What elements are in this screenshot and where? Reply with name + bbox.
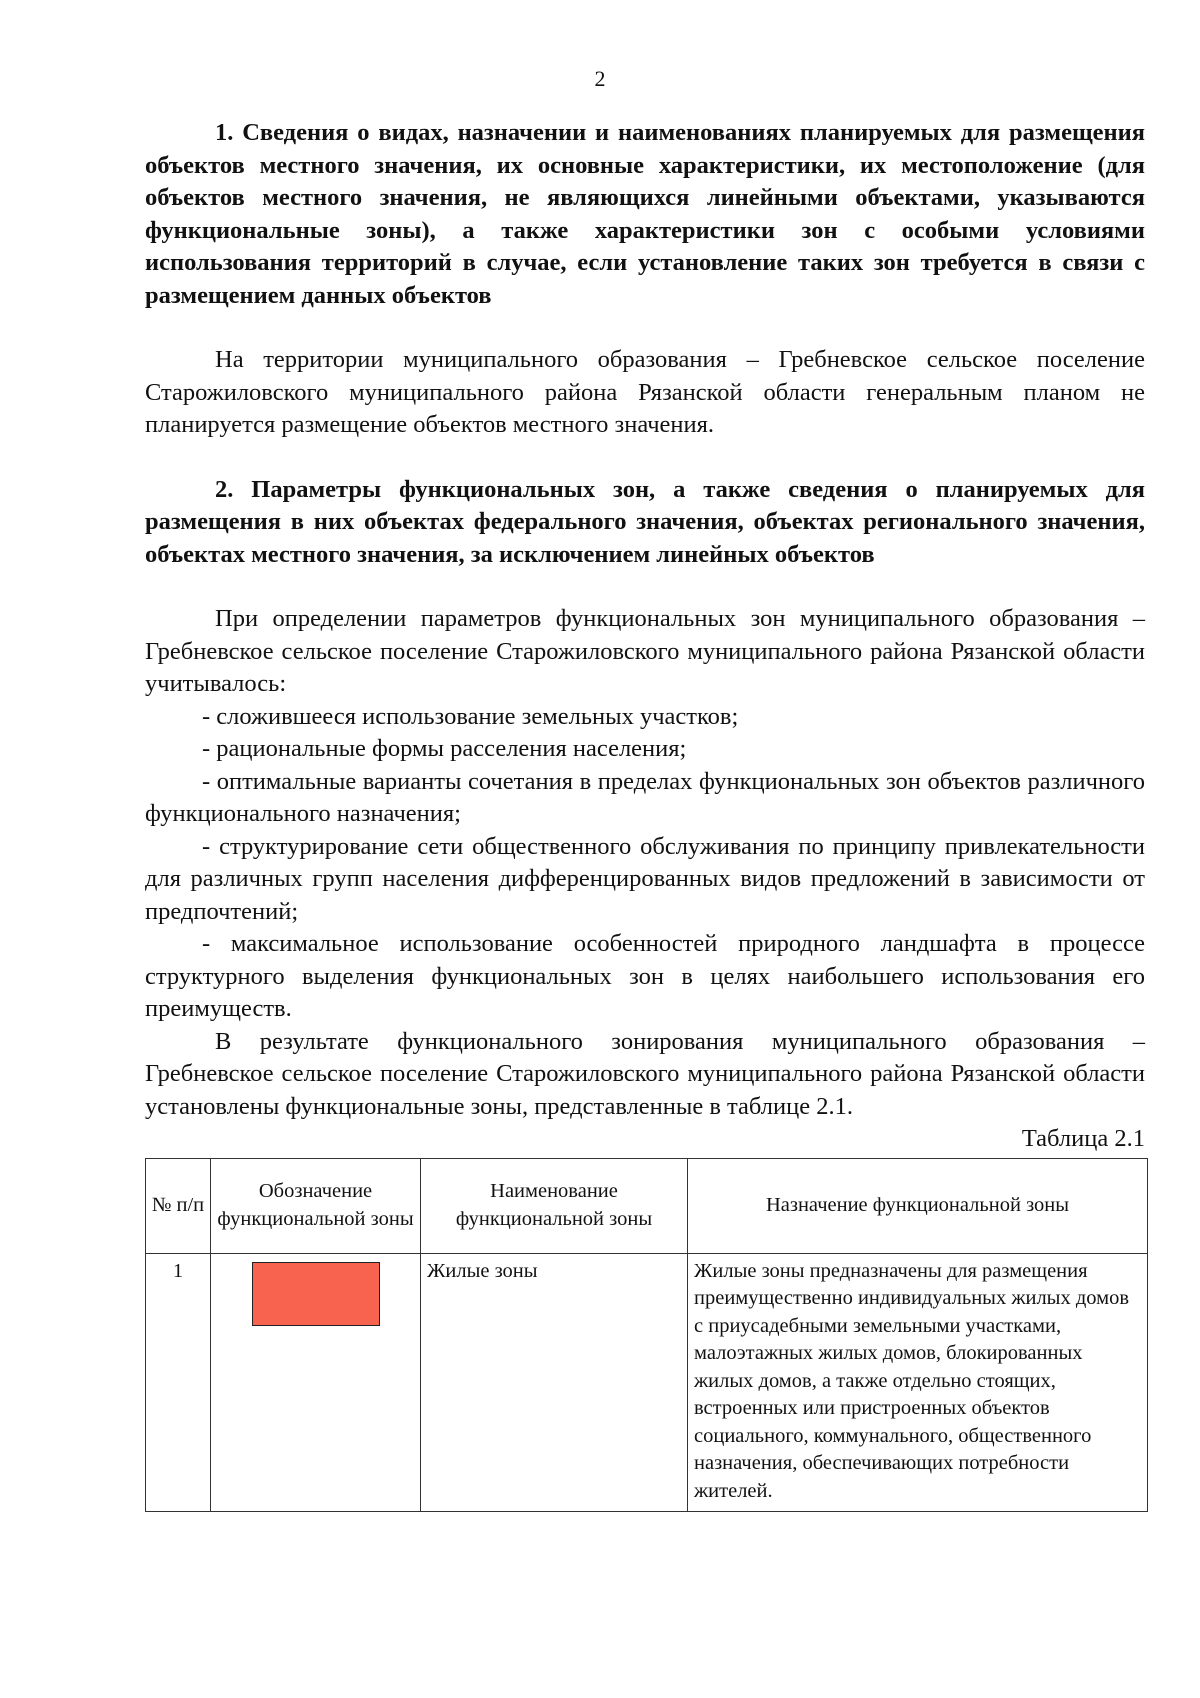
section-2-result: В результате функционального зонирования муниципального образования – Гребневское сельское поселение Старожиловского муниципального района Рязанской области установлены функциональные зоны, представленные в таблице 2.1. (145, 1027, 1145, 1120)
section-2-intro: При определении параметров функциональных зон муниципального образования – Гребневское сельское поселение Старожиловского муниципального района Рязанской области учитывалось: (145, 605, 1145, 697)
bullet-item: - максимальное использование особенностей природного ландшафта в процессе структурного выделения функциональных зон в целях наибольшего использования его преимуществ. (145, 930, 1145, 1022)
bullet-item: - оптимальные варианты сочетания в пределах функциональных зон объектов различного функционального назначения; (145, 767, 1145, 827)
functional-zones-table (145, 1158, 1148, 1513)
spacer (145, 571, 1145, 603)
bullet-item: - сложившееся использование земельных участков; (202, 702, 739, 730)
header-name: Наименование функциональной зоны (421, 1158, 688, 1253)
section-1-heading: 1. Сведения о видах, назначении и наименованиях планируемых для размещения объектов местного значения, их основные характеристики, их местоположение (для объектов местного значения, не являющихся линейными объектами, указываются функциональные зоны), а также характеристики зон с особыми условиями использования территорий в случае, если установление таких зон требуется в связи с размещением данных объектов (145, 119, 1145, 309)
row-number: 1 (146, 1253, 211, 1512)
spacer (145, 312, 1145, 344)
spacer (145, 442, 1145, 474)
document-body (145, 117, 1145, 1512)
row-symbol (211, 1253, 421, 1512)
header-number: № п/п (146, 1158, 211, 1253)
section-2-heading: 2. Параметры функциональных зон, а также сведения о планируемых для размещения в них объектах федерального значения, объектах регионального значения, объектах местного значения, за исключением линейных объектов (145, 475, 1145, 568)
row-name: Жилые зоны (421, 1253, 688, 1512)
page-number: 2 (594, 66, 606, 91)
header-symbol: Обозначение функциональной зоны (211, 1158, 421, 1253)
table-header-row (146, 1158, 1148, 1253)
section-1-paragraph: На территории муниципального образования – Гребневское сельское поселение Старожиловского муниципального района Рязанской области генеральным планом не планируется размещение объектов местного значения. (145, 346, 1145, 438)
table-row (146, 1253, 1148, 1512)
table-caption: Таблица 2.1 (1021, 1125, 1145, 1152)
row-purpose: Жилые зоны предназначены для размещения преимущественно индивидуальных жилых домов с приусадебными земельными участками, малоэтажных жилых домов, блокированных жилых домов, а также отдельно стоящих, встроенных или пристроенных объектов социального, коммунального, общественного назначения, обеспечивающих потребности жителей. (688, 1253, 1148, 1512)
bullet-item: - структурирование сети общественного обслуживания по принципу привлекательности для различных групп населения дифференцированных видов предложений в зависимости от предпочтений; (145, 832, 1145, 925)
zone-color-swatch (252, 1262, 380, 1326)
header-purpose: Назначение функциональной зоны (688, 1158, 1148, 1253)
bullet-item: - рациональные формы расселения населения; (202, 735, 687, 762)
